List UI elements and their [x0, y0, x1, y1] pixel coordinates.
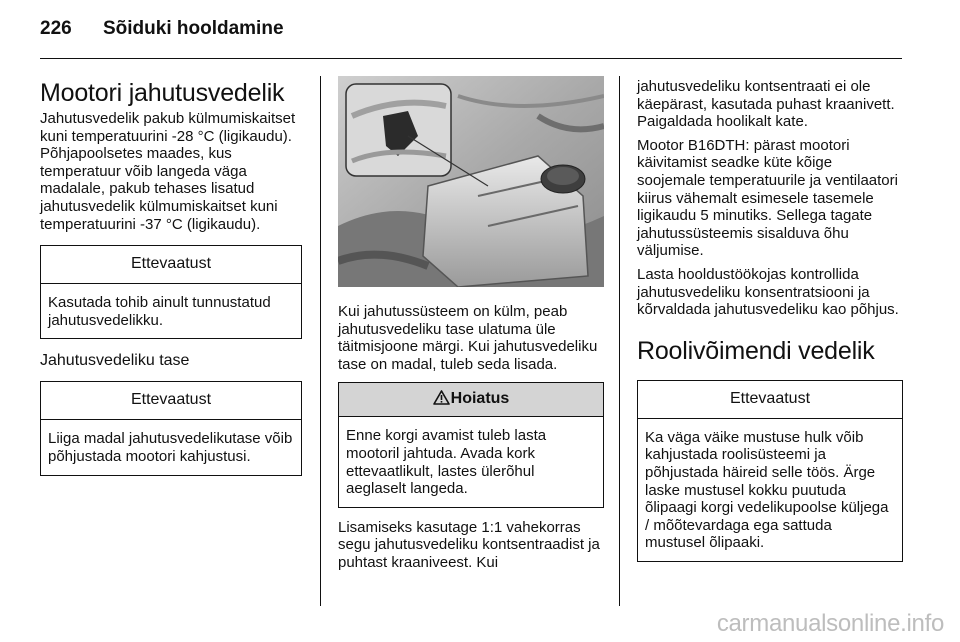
header-rule — [40, 58, 902, 59]
page-number: 226 — [40, 18, 72, 39]
caution-text: Liiga madal jahutusvedelikutase võib põhjustada mootori kahjustusi. — [48, 430, 293, 465]
column-divider-2 — [619, 76, 620, 606]
coolant-intro: Jahutusvedelik pakub külmumiskaitset kuni temperatuurini -28 °C (ligikaudu). Põhjapoolsetes maades, kus temperatuur võib langeda väga madalale, pakub tehases lisatud jahutusvedelik külmumiskaitset kuni temperatuurini -37 °C (ligikaudu). — [40, 110, 296, 233]
column-3 — [637, 76, 903, 562]
caution-text: Kasutada tohib ainult tunnustatud jahutusvedelikku. — [48, 294, 271, 329]
caution-box-coolant-type — [40, 245, 302, 339]
chapter-title: Sõiduki hooldamine — [103, 18, 284, 39]
column-divider-1 — [320, 76, 321, 606]
engine-coolant-reservoir-photo — [338, 76, 604, 287]
warning-title: Hoiatus — [450, 390, 510, 408]
coolant-mixing-continued: jahutusvedeliku kontsentraati ei ole käepärast, kasutada puhast kraanivett. Paigaldada hoolikalt kate. — [637, 78, 895, 131]
caution-text: Ka väga väike mustuse hulk võib kahjustada roolisüsteemi ja põhjustada häireid selle töös. Ärge laske mustusel kokku puutuda õlipaagi korgi vedelikupoolse küljega / mõõtevardaga ega sattuda mustusel õlipaaki. — [645, 428, 889, 552]
warning-header — [339, 383, 603, 417]
section-title-power-steering: Roolivõimendi vedelik — [637, 336, 875, 365]
warning-box-hot-coolant — [338, 382, 604, 507]
watermark: carmanualsonline.info — [716, 610, 944, 637]
workshop-check-note: Lasta hooldustöökojas kontrollida jahutusvedeliku konsentratsiooni ja kõrvaldada jahutusvedeliku kao põhjus. — [637, 265, 899, 319]
column-1 — [40, 76, 302, 476]
warning-triangle-icon — [433, 390, 450, 405]
caution-title: Ettevaatust — [41, 382, 301, 420]
column-2 — [338, 76, 604, 572]
subheading-coolant-level: Jahutusvedeliku tase — [40, 352, 190, 370]
coolant-level-instruction: Kui jahutussüsteem on külm, peab jahutusvedeliku tase ulatuma üle täitmisjoone märgi. Kui jahutusvedeliku tase on madal, tuleb seda lisada. — [338, 303, 598, 373]
caution-title: Ettevaatust — [41, 246, 301, 284]
warning-text: Enne korgi avamist tuleb lasta mootoril jahtuda. Avada kork ettevaatlikult, lastes ülerõhul aeglaselt langeda. — [346, 427, 547, 498]
caution-title: Ettevaatust — [638, 381, 902, 419]
b16dth-procedure: Mootor B16DTH: pärast mootori käivitamist seadke küte kõige soojemale temperatuurile ja ventilaatori kiirus vähemalt esimesele tasemele ligikaudu 5 minutiks. Sellega tagate jahutussüsteemis sisalduva õhu väljumise. — [637, 136, 898, 260]
caution-box-power-steering — [637, 380, 903, 562]
caution-box-coolant-level — [40, 381, 302, 475]
coolant-mixing-instruction: Lisamiseks kasutage 1:1 vahekorras segu jahutusvedeliku kontsentraadist ja puhtast kraaniveest. Kui — [338, 518, 600, 571]
section-title-coolant: Mootori jahutusvedelik — [40, 79, 285, 107]
